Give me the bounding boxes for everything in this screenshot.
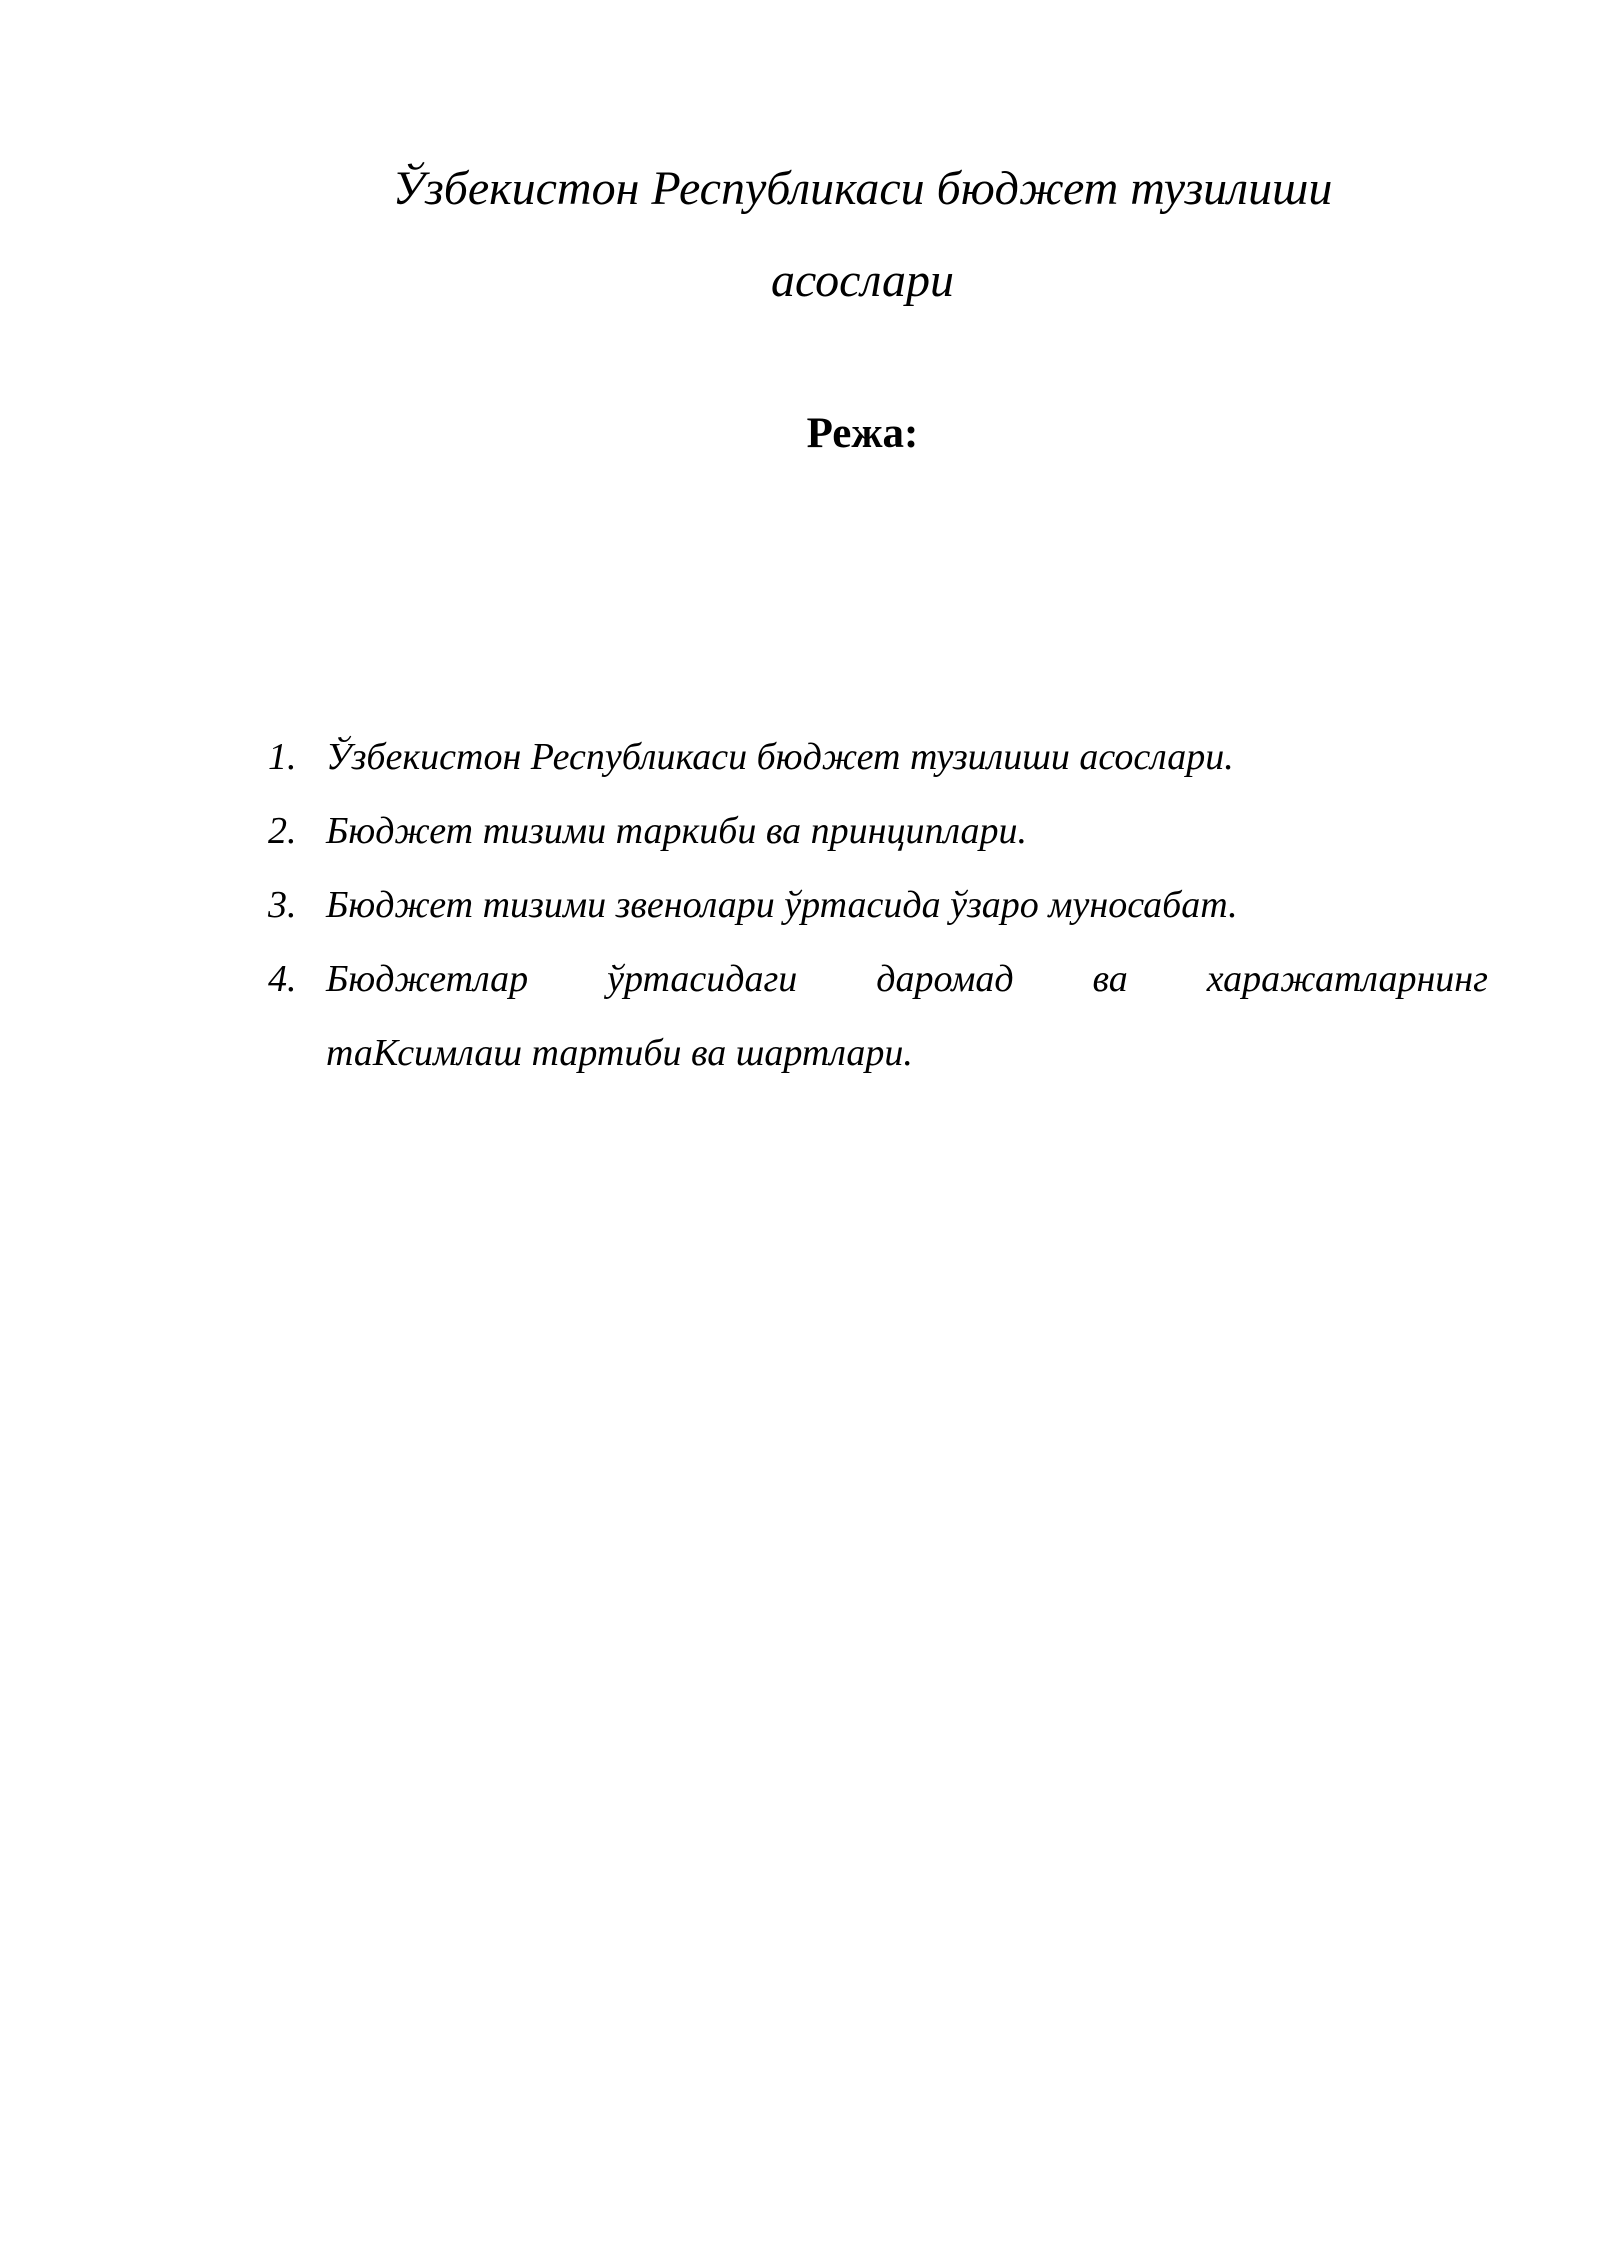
plan-item-text — [326, 942, 1488, 1090]
plan-heading: Режа: — [806, 410, 919, 457]
document-title — [250, 143, 1475, 327]
plan-item-3 — [268, 868, 1488, 942]
plan-item-number: 4. — [268, 958, 297, 1000]
plan-item-text-line-2: таКсимлаш тартиби ва шартлари. — [326, 1032, 913, 1074]
plan-item-text: Ўзбекистон Республикаси бюджет тузилиши асослари. — [326, 736, 1234, 778]
title-line-1: Ўзбекистон Республикаси бюджет тузилиши — [392, 162, 1333, 215]
plan-item-1 — [268, 720, 1488, 794]
plan-item-text: Бюджет тизими таркиби ва принциплари. — [326, 810, 1028, 852]
plan-item-2 — [268, 794, 1488, 868]
plan-item-text: Бюджет тизими звенолари ўртасида ўзаро муносабат. — [326, 884, 1238, 926]
title-line-2: асослари — [771, 254, 954, 307]
plan-list — [268, 720, 1488, 1090]
plan-item-number: 1. — [268, 736, 297, 778]
plan-item-number: 2. — [268, 810, 297, 852]
plan-item-4 — [268, 942, 1488, 1090]
plan-item-number: 3. — [268, 884, 297, 926]
plan-item-text-line-1: Бюджетлар ўртасидаги даромад ва харажатларнинг — [326, 958, 1488, 1000]
